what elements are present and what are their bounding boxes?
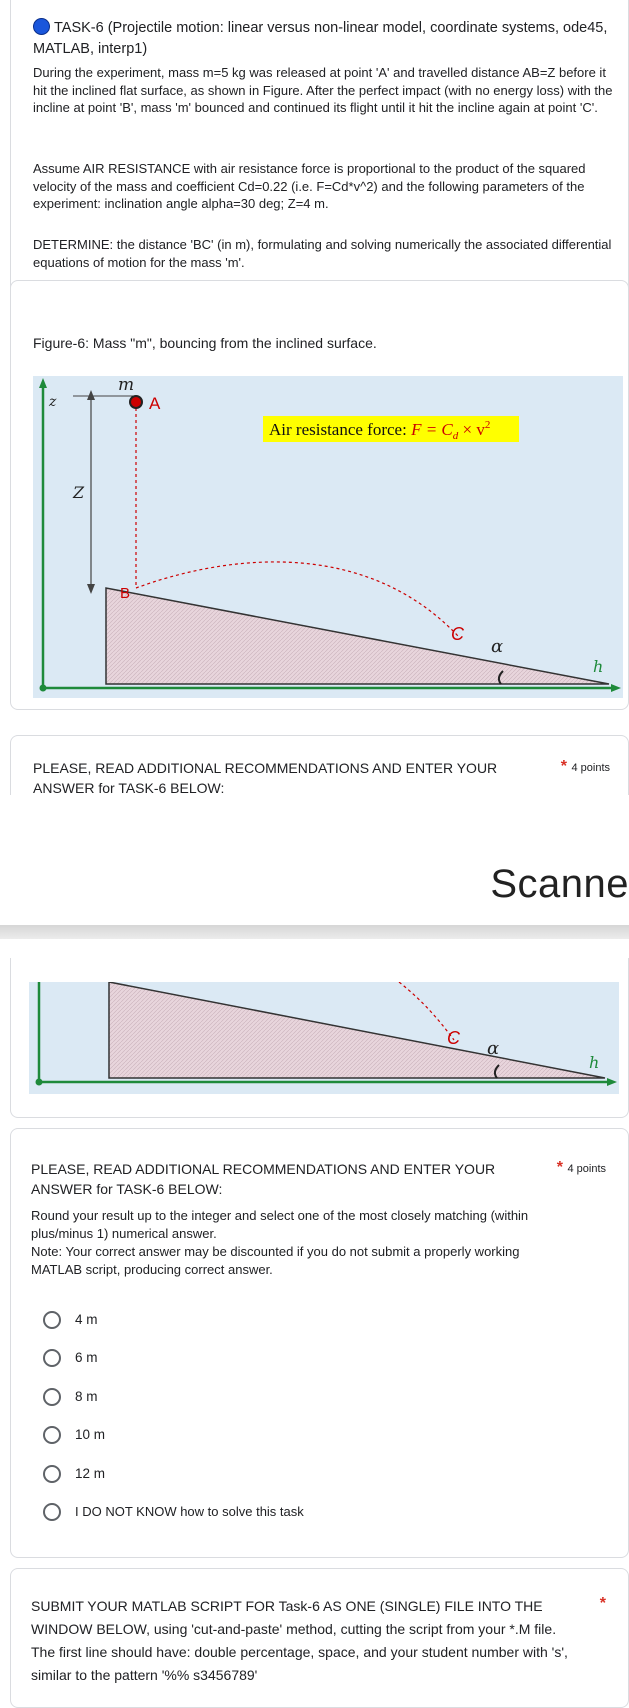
axis-label-z: z [49, 394, 57, 410]
figure-card-fragment [10, 958, 629, 1118]
points-text-2: 4 points [567, 1163, 606, 1175]
points-badge-2 [557, 1159, 606, 1177]
mass-label-m: m [118, 376, 135, 395]
point-label-c-fragment: C [447, 1028, 460, 1048]
recommendations-heading: PLEASE, READ ADDITIONAL RECOMMENDATIONS AND ENTER YOUR ANSWER for TASK-6 BELOW: [33, 760, 498, 796]
page-separator [0, 925, 629, 939]
task-description: During the experiment, mass m=5 kg was released at point 'A' and travelled distance AB=Z before it hit the inclined flat surface, as shown in Figure. After the perfect impact (with no energy loss) with the incline at point 'B', mass 'm' bounced and continued its flight until it hit the incline again at point 'C'. [33, 65, 613, 115]
point-label-c: C [451, 624, 464, 644]
option-label-12m[interactable]: 12 m [75, 1466, 106, 1481]
origin-dot-fragment [36, 1079, 43, 1086]
blue-circle-icon [33, 18, 50, 35]
origin-dot [40, 685, 47, 692]
option-label-6m[interactable]: 6 m [75, 1350, 98, 1365]
required-asterisk-2: * [556, 1159, 564, 1176]
mass-point-a [130, 396, 142, 408]
option-radio-dont-know[interactable] [43, 1503, 61, 1521]
projectile-figure [33, 376, 623, 698]
option-radio-8m[interactable] [43, 1388, 61, 1406]
option-radio-10m[interactable] [43, 1426, 61, 1444]
task-determine: DETERMINE: the distance 'BC' (in m), formulating and solving numerically the associated differential equations of motion for the mass 'm'. [33, 237, 612, 270]
points-badge [561, 758, 610, 776]
angle-label-alpha-fragment: α [487, 1038, 500, 1059]
option-radio-12m[interactable] [43, 1465, 61, 1483]
figure-card [10, 280, 629, 710]
script-note: Note: Your correct answer may be discounted if you do not submit a properly working MATLAB script, producing correct answer. [31, 1244, 520, 1277]
task-card [10, 0, 629, 298]
points-text: 4 points [571, 762, 610, 774]
task-assumption: Assume AIR RESISTANCE with air resistance force is proportional to the product of the squared velocity of the mass and coefficient Cd=0.22 (i.e. F=Cd*v^2) and the following parameters of the experiment: inclination angle alpha=30 deg; Z=4 m. [33, 161, 586, 211]
option-radio-6m[interactable] [43, 1349, 61, 1367]
submit-required-mark [600, 1595, 606, 1613]
required-asterisk-3: * [599, 1595, 606, 1612]
option-label-8m[interactable]: 8 m [75, 1389, 98, 1404]
recommendations-card-top [10, 735, 629, 795]
option-label-4m[interactable]: 4 m [75, 1312, 98, 1327]
scanner-watermark: Scanne [490, 862, 629, 906]
submit-instructions: SUBMIT YOUR MATLAB SCRIPT FOR Task-6 AS ONE (SINGLE) FILE INTO THE WINDOW BELOW, using 'cut-and-paste' method, cutting the script from your *.M file. The first line should have: double percentage, space, and your student number with 's', similar to the pattern '%% s3456789' [31, 1598, 568, 1683]
option-radio-4m[interactable] [43, 1311, 61, 1329]
task-title: TASK-6 (Projectile motion: linear versus non-linear model, coordinate systems, ode45, MATLAB, interp1) [33, 20, 608, 57]
recommendations-card [10, 1128, 629, 1558]
recommendations-heading-2: PLEASE, READ ADDITIONAL RECOMMENDATIONS AND ENTER YOUR ANSWER for TASK-6 BELOW: [31, 1161, 496, 1197]
projectile-figure-fragment [29, 982, 619, 1094]
figure-caption: Figure-6: Mass "m", bouncing from the inclined surface. [33, 335, 377, 351]
option-label-10m[interactable]: 10 m [75, 1427, 106, 1442]
point-label-b: B [120, 585, 131, 602]
required-asterisk: * [560, 758, 568, 775]
submit-script-card [10, 1568, 629, 1708]
axis-label-h-fragment: h [589, 1053, 600, 1072]
rounding-instruction: Round your result up to the integer and select one of the most closely matching (within plus/minus 1) numerical answer. [31, 1208, 529, 1241]
point-label-a: A [149, 394, 161, 413]
dimension-label-z: Z [73, 483, 85, 502]
air-resistance-label: Air resistance force: $F = C_d \times v^2$ [269, 419, 491, 442]
option-label-dont-know[interactable]: I DO NOT KNOW how to solve this task [75, 1504, 304, 1519]
angle-label-alpha: α [491, 636, 504, 657]
axis-label-h: h [593, 657, 604, 676]
